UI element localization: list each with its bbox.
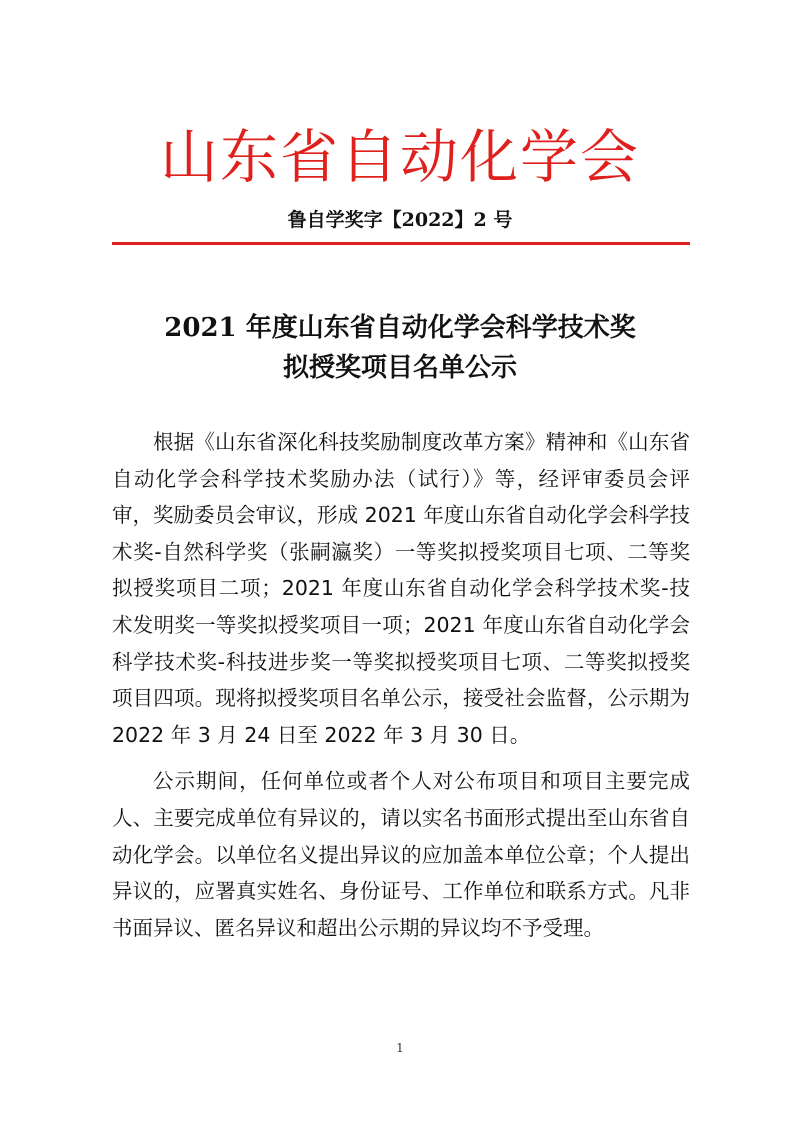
body-paragraph-2: 公示期间，任何单位或者个人对公布项目和项目主要完成人、主要完成单位有异议的，请以实名书面形式提出至山东省自动化学会。以单位名义提出异议的应加盖本单位公章；个人提出异议的，应署真实姓名、身份证号、工作单位和联系方式。凡非书面异议、匿名异议和超出公示期的异议均不予受理。 (112, 769, 690, 940)
document-title (0, 308, 800, 388)
document-body (112, 424, 690, 946)
body-paragraph-1: 根据《山东省深化科技奖励制度改革方案》精神和《山东省自动化学会科学技术奖励办法（试行）》等，经评审委员会评审，奖励委员会审议，形成 2021 年度山东省自动化学会科学技术奖-自然科学奖（张嗣瀛奖）一等奖拟授奖项目七项、二等奖拟授奖项目二项；2021 年度山东省自动化学会科学技术奖-技术发明奖一等奖拟授奖项目一项；2021 年度山东省自动化学会科学技术奖-科技进步奖一等奖拟授奖项目七项、二等奖拟授奖项目四项。现将拟授奖项目名单公示，接受社会监督，公示期为 2022 年 3 月 24 日至 2022 年 3 月 30 日。 (112, 430, 690, 747)
page-number: 1 (396, 1041, 404, 1055)
organization-masthead: 山东省自动化学会 (159, 123, 640, 191)
header-divider (112, 242, 690, 245)
title-line-2: 拟授奖项目名单公示 (282, 353, 517, 383)
title-line-1: 2021 年度山东省自动化学会科学技术奖 (164, 313, 636, 343)
document-number: 鲁自学奖字【2022】2 号 (287, 209, 513, 231)
